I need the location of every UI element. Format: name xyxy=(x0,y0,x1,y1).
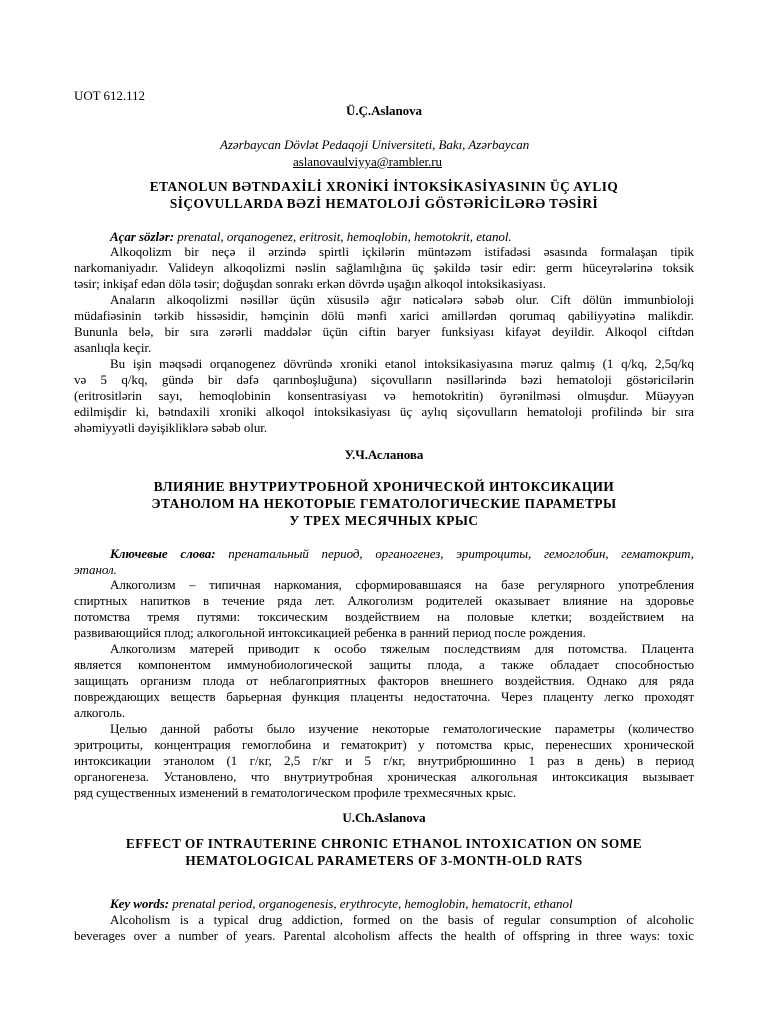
udc-code: UOT 612.112 xyxy=(74,88,145,103)
ru-line-6: является компонентом иммунобиологической защиты плода, а также обладает способностью xyxy=(74,657,694,672)
keywords-text: prenatal, orqanogenez, eritrosit, hemoqlobin, hemotokrit, etanol. xyxy=(174,229,512,244)
az-line-11: edilmişdir ki, bətndaxili xroniki alkoqol intoksikasiyası üç aylıq siçovulların hematoloji profilində bir sıra xyxy=(74,404,694,419)
keywords-text: prenatal period, organogenesis, erythrocyte, hemoglobin, hematocrit, ethanol xyxy=(169,896,573,911)
ru-line-12: интоксикации этанолом (1 г/кг, 2,5 г/кг и 5 г/кг, внутрибрюшинно 1 раз в день) в период xyxy=(74,753,694,768)
en-line-1: Alcoholism is a typical drug addiction, formed on the basis of regular consumption of alcoholic xyxy=(110,912,694,927)
keywords-text: пренатальный период, органогенез, эритроциты, гемоглобин, гематокрит, xyxy=(215,546,694,561)
ru-line-13: органогенеза. Установлено, что внутриутробная хроническая алкогольная интоксикация вызывает xyxy=(74,769,694,784)
ru-line-11: эритроциты, концентрация гемоглобина и гематокрит) у потомства крыс, перенесших хронической xyxy=(74,737,694,752)
ru-line-8: повреждающих веществ барьерная функция плаценты недостаточна. Через плаценту легко проходят xyxy=(74,689,694,704)
ru-line-4: развивающийся плод; алкогольной интоксикацией ребенка в ранний период после рождения. xyxy=(74,625,586,640)
az-line-4: Anaların alkoqolizmi nəsillər üçün xüsusilə ağır nəticələrə səbəb olur. Cift dölün immunbioloji xyxy=(110,292,694,307)
az-line-6: Bununla belə, bir sıra zərərli maddələr üçün ciftin baryer funksiyası kifayət deyildir. Alkoqol ciftdən xyxy=(74,324,694,339)
keywords-label: Key words: xyxy=(110,896,170,911)
az-line-12: əhəmiyyətli dəyişikliklərə səbəb olur. xyxy=(74,420,268,435)
title-az-line-2: SİÇOVULLARDA BƏZİ HEMATOLOJİ GÖSTƏRİCİLƏRƏ TƏSİRİ xyxy=(169,196,599,211)
ru-line-2: спиртных напитков в течение ряда лет. Алкоголизм родителей оказывает влияние на здоровье xyxy=(74,593,694,608)
title-az-line-1: ETANOLUN BƏTNDAXİLİ XRONİKİ İNTOKSİKASİYASININ ÜÇ AYLIQ xyxy=(149,179,619,194)
ru-line-10: Целью данной работы было изучение некоторые гематологические параметры (количество xyxy=(110,721,694,736)
keywords-en xyxy=(110,896,573,912)
az-line-7: asanlıqla keçir. xyxy=(74,340,152,355)
ru-line-3: потомства тремя путями: токсическим воздействием на половые клетки; воздействием на xyxy=(74,609,694,624)
az-line-5: müdafiəsinin tərkib hissəsidir, həmçinin dölü mənfi xarici amillərdən qorumaq qabiliyyətinə malikdir. xyxy=(74,308,694,323)
en-line-2: beverages over a number of years. Parental alcoholism affects the health of offspring in three ways: toxic xyxy=(74,928,694,943)
ru-line-9: алкоголь. xyxy=(74,705,126,720)
title-en-line-2: HEMATOLOGICAL PARAMETERS OF 3-MONTH-OLD RATS xyxy=(185,853,583,868)
title-ru-line-2: ЭТАНОЛОМ НА НЕКОТОРЫЕ ГЕМАТОЛОГИЧЕСКИЕ ПАРАМЕТРЫ xyxy=(151,496,617,511)
affiliation: Azərbaycan Dövlət Pedaqoji Universiteti, Bakı, Azərbaycan xyxy=(220,137,530,152)
author-ru: У.Ч.Асланова xyxy=(344,447,424,462)
keywords-label: Açar sözlər: xyxy=(110,229,175,244)
az-line-1: Alkoqolizm bir neçə il ərzində spirtli içkilərin müntəzəm istifadəsi əsasında formalaşan tipik xyxy=(110,244,694,259)
author-az: Ü.Ç.Aslanova xyxy=(346,103,422,118)
title-ru-line-3: У ТРЕХ МЕСЯЧНЫХ КРЫС xyxy=(289,513,479,528)
email-link[interactable]: aslanovaulviyya@rambler.ru xyxy=(293,154,442,169)
az-line-9: və 5 q/kq, gündə bir dəfə qarınboşluğuna) siçovulların nəsillərində bəzi hematoloji göstəricilərin xyxy=(74,372,694,387)
ru-line-1: Алкоголизм – типичная наркомания, сформировавшаяся на базе регулярного употребления xyxy=(110,577,694,592)
ru-line-5: Алкоголизм матерей приводит к особо тяжелым последствиям для потомства. Плацента xyxy=(110,641,694,656)
az-line-2: narkomaniyadır. Valideyn alkoqolizmi nəslin sağlamlığına üç şəkildə təsir edir: germ hüceyrələrinə toksik xyxy=(74,260,694,275)
author-en: U.Ch.Aslanova xyxy=(342,810,426,825)
keywords-az xyxy=(110,229,512,245)
keywords-label: Ключевые слова: xyxy=(110,546,216,561)
ru-line-7: защищать организм плода от неблагоприятных факторов внешнего воздействия. Однако для ряда xyxy=(74,673,694,688)
ru-line-14: ряд существенных изменений в гематологическом профиле трехмесячных крыс. xyxy=(74,785,517,800)
keywords-ru-cont: этанол. xyxy=(74,562,117,577)
az-line-3: təsir; inkişaf edən dölə təsir; doğuşdan sonrakı erkən dövrdə uşağın alkoqol intoksikasiyası. xyxy=(74,276,546,291)
title-en-line-1: EFFECT OF INTRAUTERINE CHRONIC ETHANOL INTOXICATION ON SOME xyxy=(125,836,643,851)
az-line-10: (eritrositlərin sayı, hemoqlobinin konsentrasiyası və hemotokritin) öyrənilməsi olmuşdur. Müəyyən xyxy=(74,388,694,403)
title-ru-line-1: ВЛИЯНИЕ ВНУТРИУТРОБНОЙ ХРОНИЧЕСКОЙ ИНТОКСИКАЦИИ xyxy=(153,479,615,494)
az-line-8: Bu işin məqsədi orqanogenez dövründə xroniki etanol intoksikasiyasına məruz qalmış (1 q/kq, 2,5q/kq xyxy=(110,356,694,371)
keywords-ru xyxy=(110,546,694,562)
